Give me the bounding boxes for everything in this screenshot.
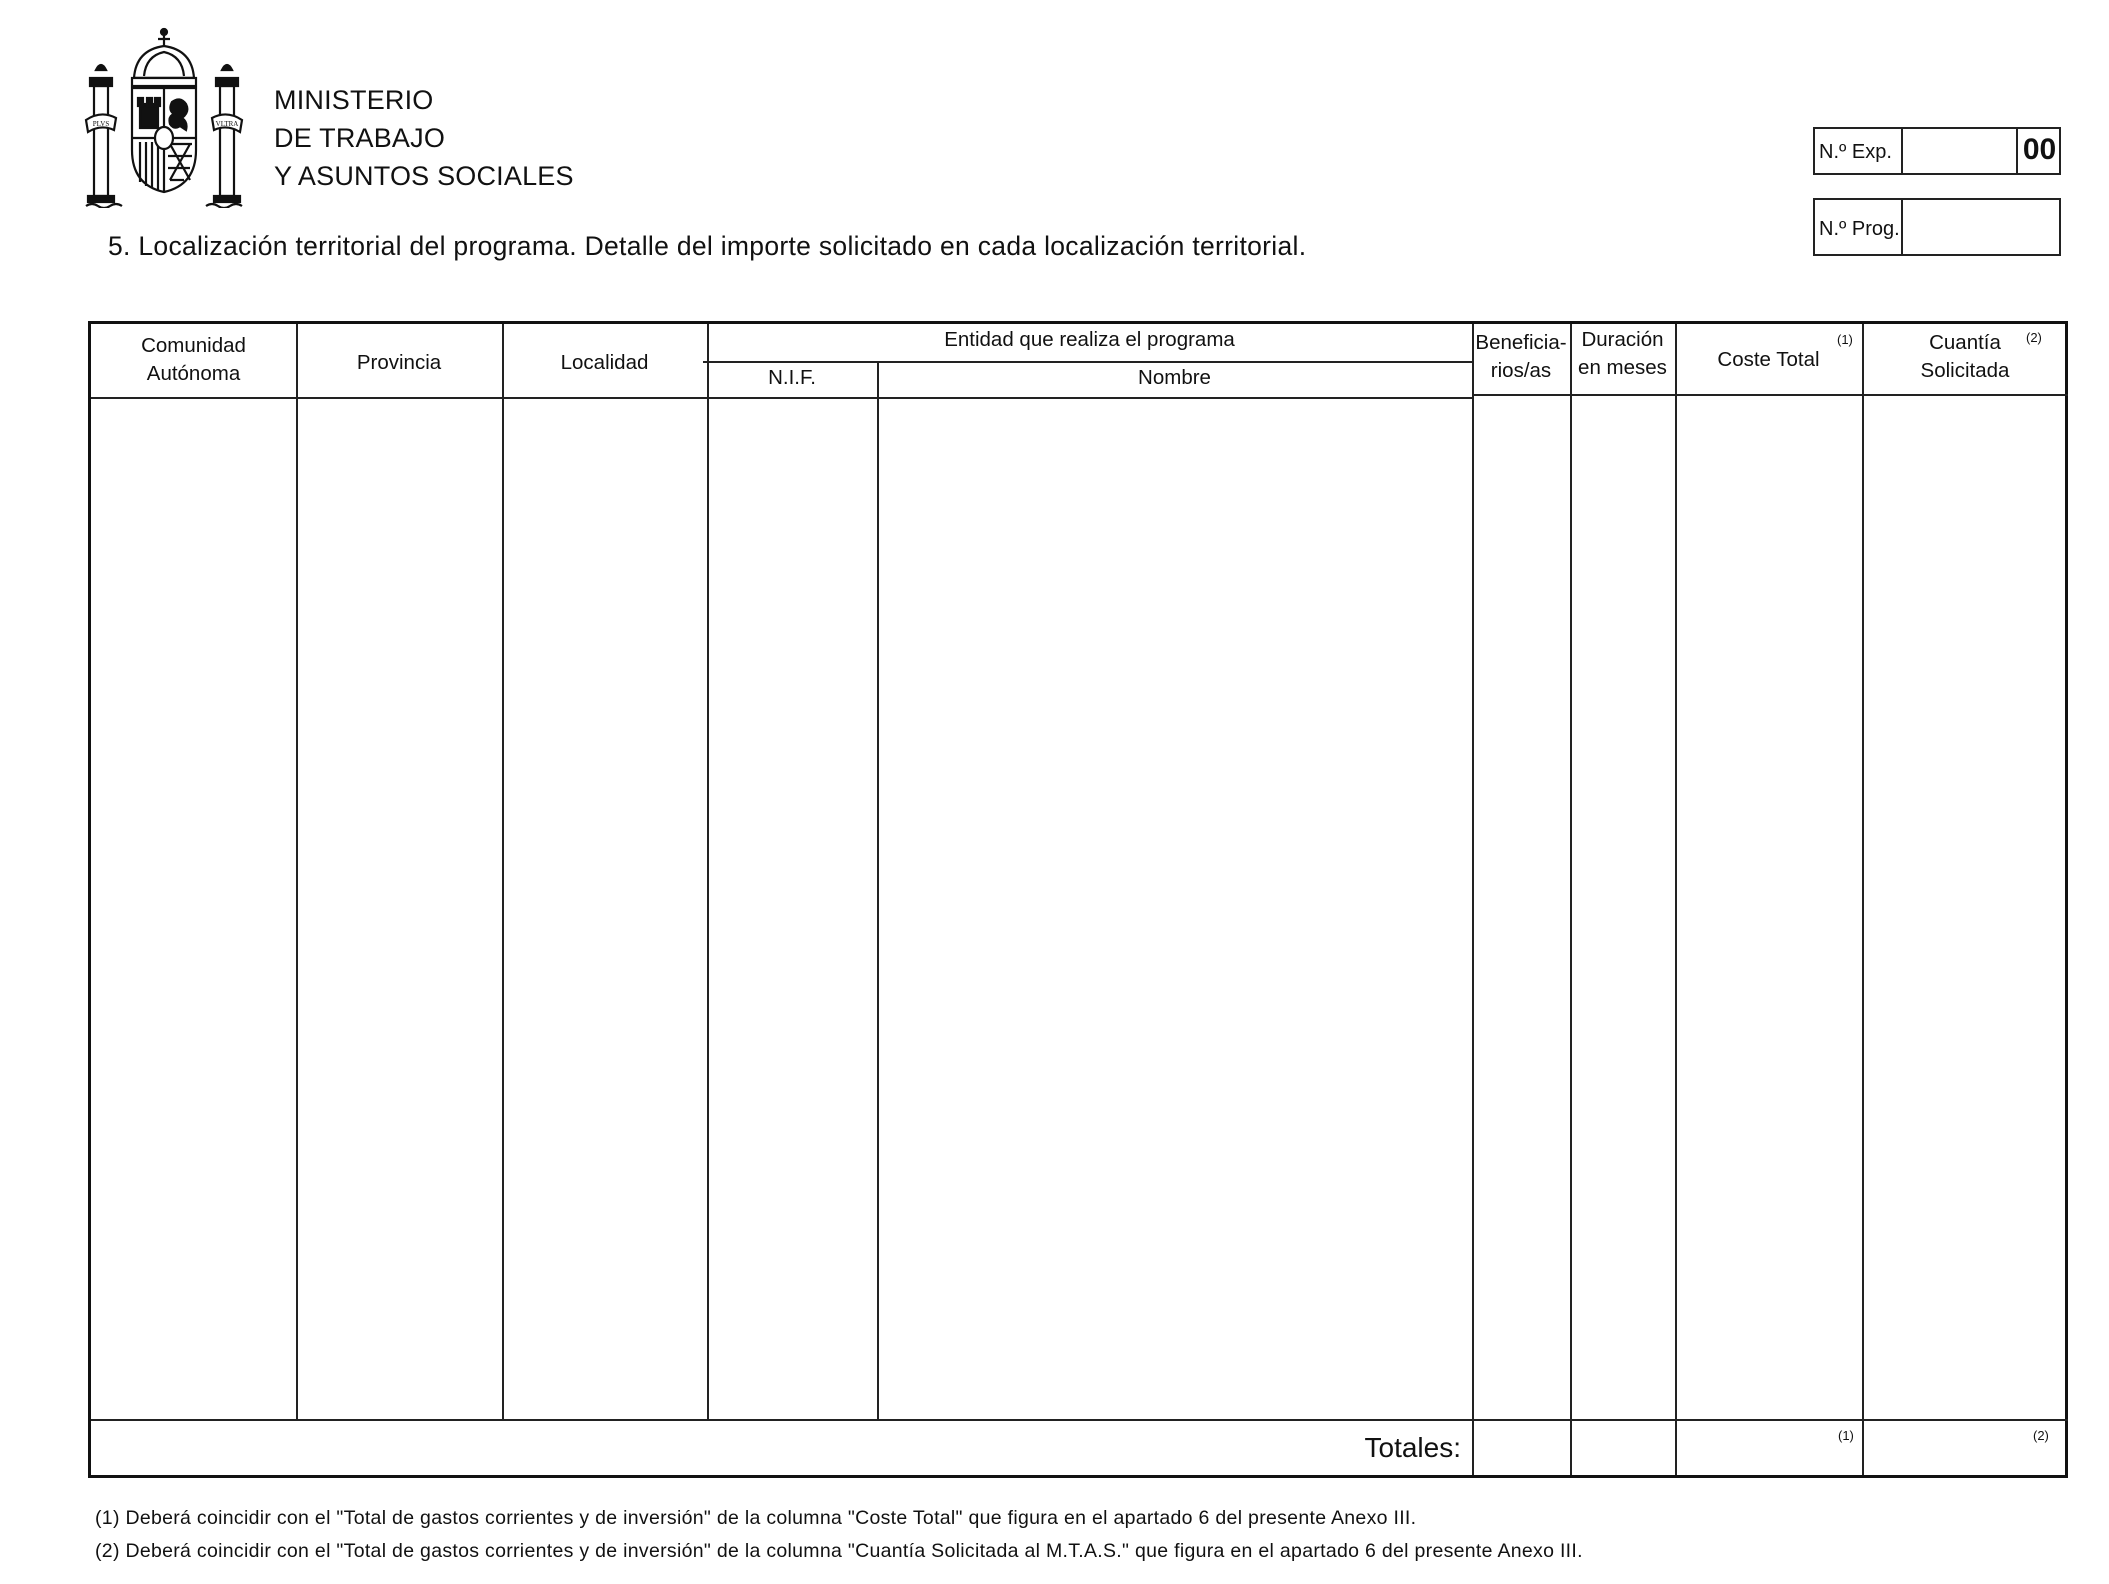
- col-header-duracion-line-1: Duración: [1581, 328, 1664, 351]
- header-rule-entidad: [703, 397, 1472, 399]
- col-header-entidad-group: Entidad que realiza el programa: [944, 328, 1235, 351]
- col-divider-cuantia: [1862, 324, 1864, 1475]
- section-title: 5. Localización territorial del programa. Detalle del importe solicitado en cada localización territorial.: [108, 231, 1307, 261]
- header-rule-right: [1472, 394, 2068, 396]
- col-header-beneficiarios: [1472, 329, 1570, 385]
- coat-of-arms-logo: [84, 20, 244, 208]
- col-header-cuantia-line-1: Cuantía: [1929, 331, 2001, 354]
- col-header-provincia: Provincia: [356, 351, 442, 374]
- col-header-localidad: Localidad: [560, 351, 649, 374]
- col-header-comunidad-line-1: Comunidad: [141, 334, 246, 357]
- col-header-coste-total-note: (1): [1837, 332, 1853, 347]
- col-divider-duracion: [1570, 324, 1572, 1475]
- exp-number-suffix-cell: [2016, 129, 2061, 173]
- col-header-cuantia-line-2: Solicitada: [1920, 359, 2010, 382]
- col-header-nif: N.I.F.: [768, 366, 816, 389]
- exp-number-suffix: 00: [2022, 133, 2057, 166]
- col-divider-beneficiarios: [1472, 324, 1474, 1475]
- col-header-duracion-line-2: en meses: [1578, 356, 1667, 379]
- prog-number-divider: [1901, 200, 1903, 254]
- localization-table: [88, 321, 2068, 1478]
- svg-text:VLTRA: VLTRA: [215, 120, 239, 128]
- totals-coste-note: (1): [1838, 1428, 1854, 1443]
- footnote-1: (1) Deberá coincidir con el "Total de gastos corrientes y de inversión" de la columna "Coste Total" que figura en el apartado 6 del presente Anexo III.: [95, 1507, 1417, 1529]
- footnote-2: (2) Deberá coincidir con el "Total de gastos corrientes y de inversión" de la columna "Cuantía Solicitada al M.T.A.S." que figura en el apartado 6 del presente Anexo III.: [95, 1540, 1583, 1562]
- col-header-beneficiarios-line-1: Beneficia-: [1475, 331, 1567, 354]
- entidad-group-rule: [703, 361, 1472, 363]
- col-header-comunidad-line-2: Autónoma: [146, 362, 241, 385]
- col-header-cuantia-note: (2): [2026, 330, 2042, 345]
- prog-number-field[interactable]: [1813, 198, 2061, 256]
- col-divider-coste: [1675, 324, 1677, 1475]
- totals-cuantia-note: (2): [2033, 1428, 2049, 1443]
- col-divider-nombre: [877, 361, 879, 1419]
- header-rule-left: [91, 397, 703, 399]
- totals-rule: [91, 1419, 2068, 1421]
- totals-label: Totales:: [1364, 1432, 1461, 1463]
- col-header-coste-total: Coste Total: [1717, 348, 1820, 371]
- ministry-name-line-3: Y ASUNTOS SOCIALES: [274, 161, 574, 191]
- col-header-comunidad: [91, 332, 296, 388]
- col-header-beneficiarios-line-2: rios/as: [1490, 359, 1552, 382]
- svg-text:PLVS: PLVS: [92, 120, 110, 128]
- col-header-nombre: Nombre: [1138, 366, 1211, 389]
- col-header-duracion: [1570, 326, 1675, 382]
- exp-number-field[interactable]: [1813, 127, 2061, 175]
- col-divider-localidad: [502, 324, 504, 1419]
- exp-number-divider: [1901, 129, 1903, 173]
- exp-number-label: N.º Exp.: [1819, 141, 1892, 163]
- ministry-name-line-2: DE TRABAJO: [274, 123, 446, 153]
- prog-number-label: N.º Prog.: [1819, 218, 1900, 240]
- col-divider-provincia: [296, 324, 298, 1419]
- col-divider-nif: [707, 324, 709, 1419]
- ministry-name-line-1: MINISTERIO: [274, 85, 434, 115]
